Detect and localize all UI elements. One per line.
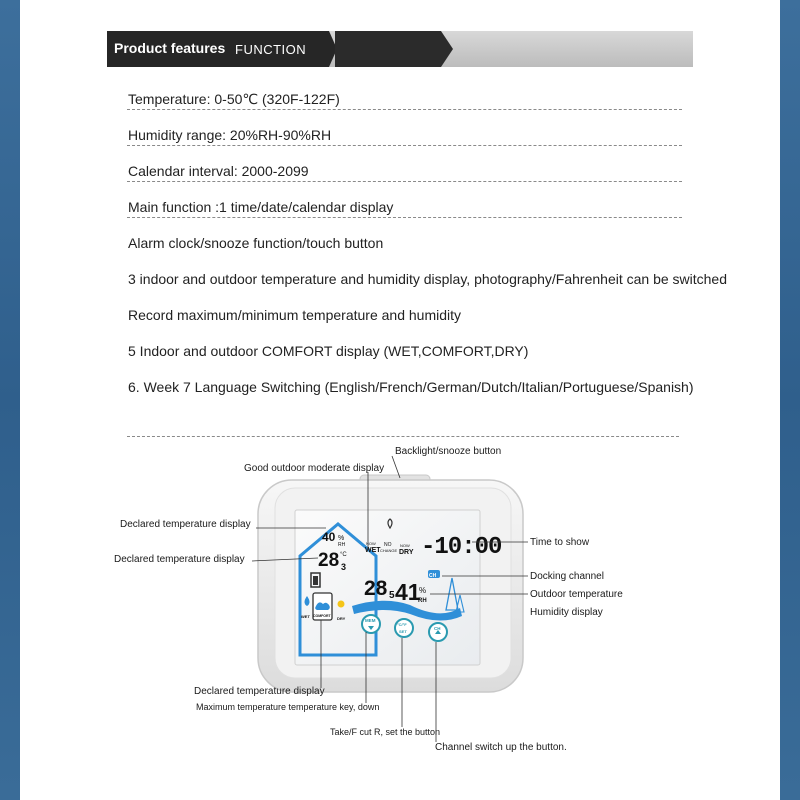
no-change-indicator: CHANGE (380, 548, 398, 553)
outdoor-rh-unit: RH (418, 598, 427, 604)
now-dry-indicator: DRY (399, 549, 414, 556)
feature-comfort: 5 Indoor and outdoor COMFORT display (WET,COMFORT,DRY) (128, 343, 529, 359)
set-button-label: SET (399, 629, 407, 634)
outdoor-humidity-percent: % (419, 586, 427, 595)
callout-max-temp-key: Maximum temperature temperature key, down (196, 702, 380, 712)
callout-channel-switch: Channel switch up the button. (435, 742, 567, 753)
channel-badge-text: CH (429, 573, 437, 579)
callout-docking-channel: Docking channel (530, 571, 604, 582)
no-change-small: NO (384, 542, 392, 548)
indoor-temperature-value: 28 (318, 550, 340, 571)
now-dry-small: NOW (400, 543, 410, 548)
time-display: -10:00 (421, 534, 502, 561)
feature-alarm: Alarm clock/snooze function/touch button (128, 235, 384, 251)
feature-calendar: Calendar interval: 2000-2099 (128, 163, 309, 179)
feature-humidity: Humidity range: 20%RH-90%RH (128, 127, 332, 143)
callout-outdoor-moderate: Good outdoor moderate display (244, 463, 385, 474)
feature-indoor-outdoor: 3 indoor and outdoor temperature and humidity display, photography/Fahrenheit can be switched (128, 271, 728, 287)
feature-main-function: Main function :1 time/date/calendar display (128, 199, 394, 215)
callout-declared-temp-1: Declared temperature display (120, 519, 251, 530)
indoor-rh-unit: RH (338, 542, 346, 548)
callout-backlight: Backlight/snooze button (395, 446, 502, 457)
callout-outdoor-temperature: Outdoor temperature (530, 589, 623, 600)
indoor-temperature-decimal: 3 (341, 562, 347, 572)
banner-title: Product features (114, 40, 226, 56)
callout-time-to-show: Time to show (530, 537, 590, 548)
indoor-humidity-value: 40 (322, 530, 336, 544)
now-wet-indicator: WET (365, 547, 381, 554)
now-wet-small: NOW (366, 541, 376, 546)
callout-take-f-cut: Take/F cut R, set the button (330, 727, 441, 737)
feature-temperature: Temperature: 0-50℃ (320F-122F) (128, 91, 340, 107)
callout-declared-temp-2: Declared temperature display (114, 554, 245, 565)
indoor-degree-unit: °C (340, 552, 347, 558)
mem-button-label: MEM (365, 618, 376, 623)
banner-subtitle: FUNCTION (235, 42, 307, 57)
unit-button-label: °C/°F (397, 622, 407, 627)
outdoor-temperature-decimal: 5 (389, 590, 395, 601)
callout-declared-temp-3: Declared temperature display (194, 686, 325, 697)
sun-icon (338, 601, 345, 608)
wet-label: WET (301, 614, 310, 619)
comfort-label: COMFORT (313, 614, 331, 618)
outdoor-temperature-value: 28 (364, 577, 388, 600)
dry-label: DRY (337, 616, 346, 621)
callout-humidity-display: Humidity display (530, 607, 603, 618)
feature-language: 6. Week 7 Language Switching (English/French/German/Dutch/Italian/Portuguese/Spanish) (128, 379, 694, 395)
outdoor-humidity-value: 41 (395, 579, 421, 605)
feature-record-minmax: Record maximum/minimum temperature and humidity (128, 307, 461, 323)
indoor-humidity-unit: % (338, 535, 345, 542)
ch-button-label: CH (434, 626, 441, 631)
